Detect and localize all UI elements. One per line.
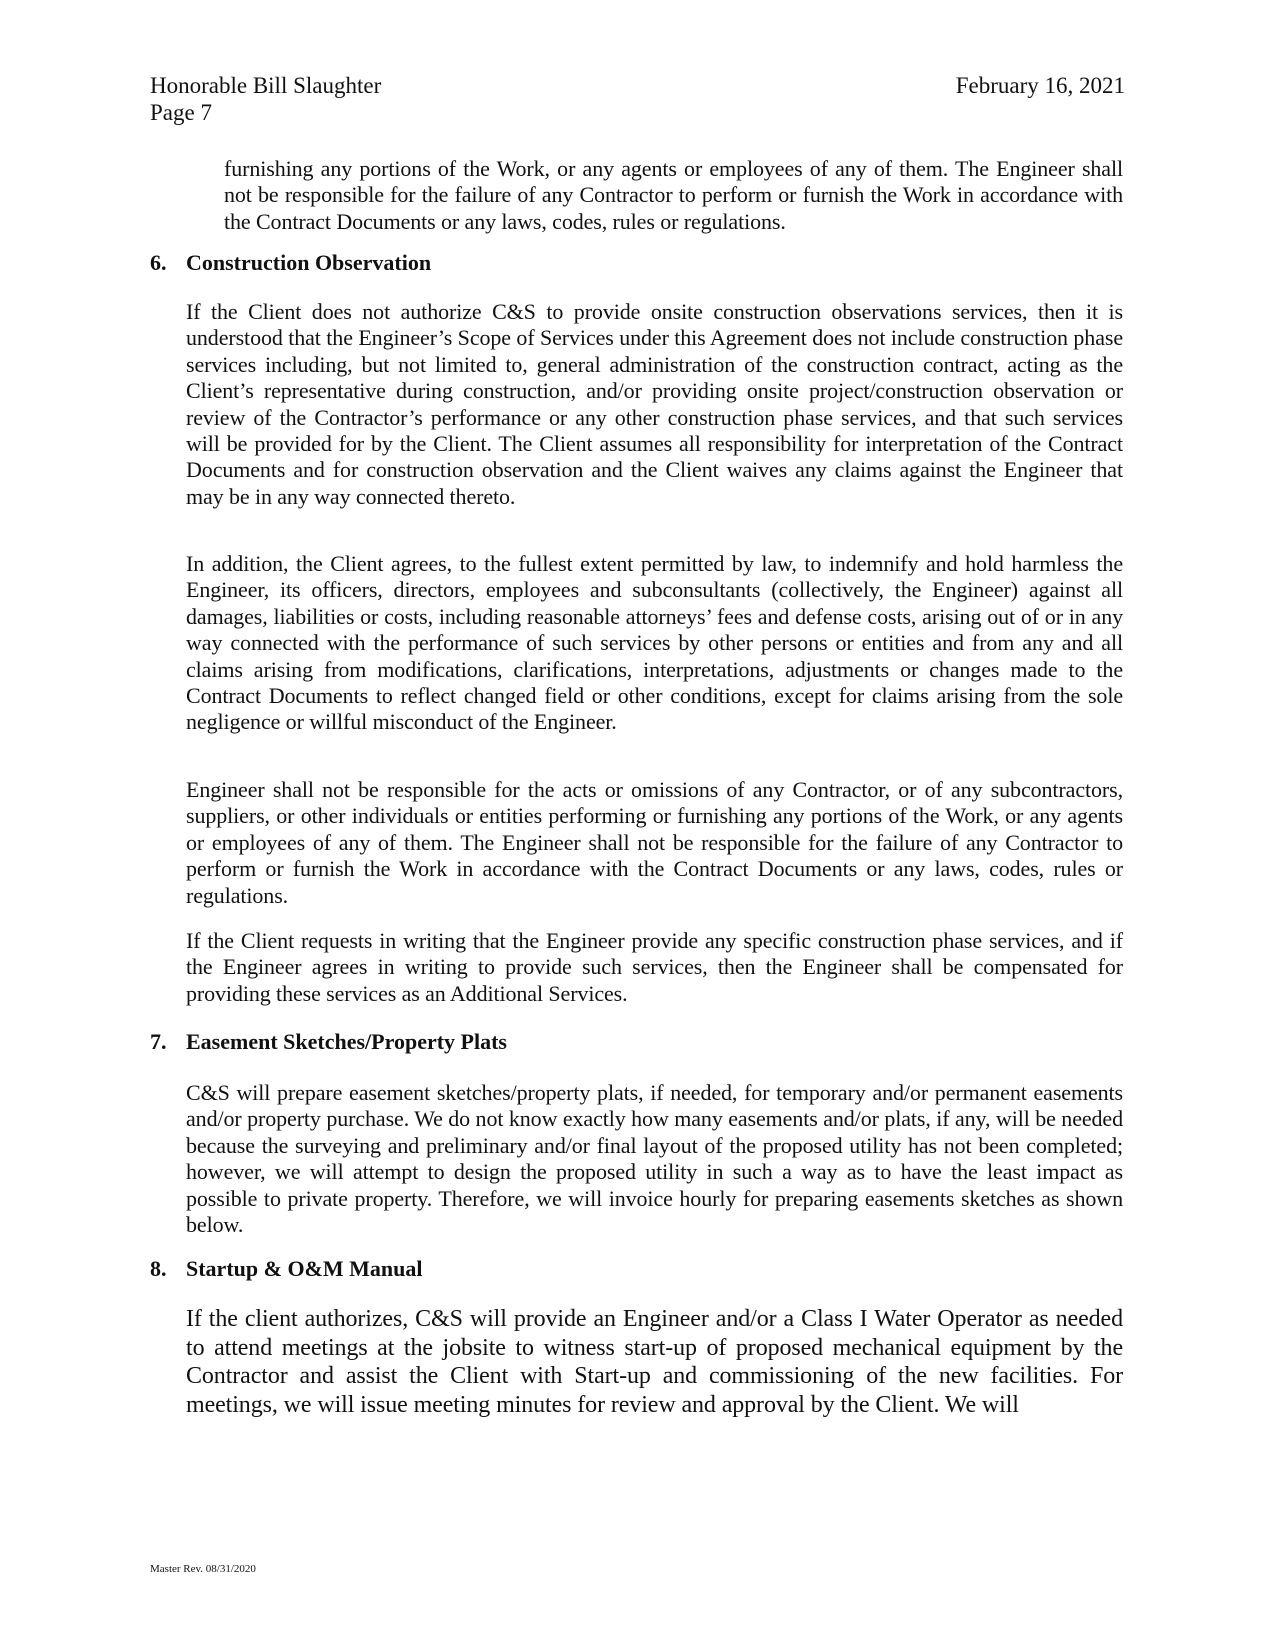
addressee: Honorable Bill Slaughter	[150, 73, 382, 98]
section-heading-construction-observation	[150, 250, 431, 276]
section-paragraph: If the Client does not authorize C&S to provide onsite construction observations services, then it is understood that the Engineer’s Scope of Services under this Agreement does not include construction phase services including, but not limited to, general administration of the construction contract, acting as the Client’s representative during construction, and/or providing onsite project/construction observation or review of the Contractor’s performance or any other construction phase services, and that such services will be provided for by the Client. The Client assumes all responsibility for interpretation of the Contract Documents and for construction observation and the Client waives any claims against the Engineer that may be in any way connected thereto.	[186, 299, 1123, 509]
page-number: Page 7	[150, 100, 212, 125]
continued-paragraph: furnishing any portions of the Work, or any agents or employees of any of them. The Engineer shall not be responsible for the failure of any Contractor to perform or furnish the Work in accordance with the Contract Documents or any laws, codes, rules or regulations.	[224, 156, 1123, 234]
letter-header-left	[150, 72, 381, 126]
section-title: Startup & O&M Manual	[186, 1256, 423, 1281]
section-title: Easement Sketches/Property Plats	[186, 1029, 507, 1054]
section-paragraph: C&S will prepare easement sketches/property plats, if needed, for temporary and/or permanent easements and/or property purchase. We do not know exactly how many easements and/or plats, if any, will be needed because the surveying and preliminary and/or final layout of the proposed utility has not been completed; however, we will attempt to design the proposed utility in such a way as to have the least impact as possible to private property. Therefore, we will invoice hourly for preparing easements sketches as shown below.	[186, 1080, 1123, 1238]
section-number: 8.	[150, 1256, 167, 1281]
section-paragraph: If the Client requests in writing that the Engineer provide any specific construction phase services, and if the Engineer agrees in writing to provide such services, then the Engineer shall be compensated for providing these services as an Additional Services.	[186, 928, 1123, 1006]
section-title: Construction Observation	[186, 250, 432, 275]
section-paragraph: Engineer shall not be responsible for the acts or omissions of any Contractor, or of any subcontractors, suppliers, or other individuals or entities performing or furnishing any portions of the Work, or any agents or employees of any of them. The Engineer shall not be responsible for the failure of any Contractor to perform or furnish the Work in accordance with the Contract Documents or any laws, codes, rules or regulations.	[186, 777, 1123, 908]
section-number: 7.	[150, 1029, 167, 1054]
letter-date: February 16, 2021	[955, 73, 1125, 98]
revision-footer: Master Rev. 08/31/2020	[150, 1563, 256, 1575]
section-paragraph: If the client authorizes, C&S will provide an Engineer and/or a Class I Water Operator as needed to attend meetings at the jobsite to witness start-up of proposed mechanical equipment by the Contractor and assist the Client with Start-up and commissioning of the new facilities. For meetings, we will issue meeting minutes for review and approval by the Client. We will	[186, 1306, 1123, 1418]
section-heading-startup-om-manual	[150, 1256, 423, 1282]
section-heading-easement-sketches	[150, 1029, 507, 1055]
section-paragraph: In addition, the Client agrees, to the fullest extent permitted by law, to indemnify and hold harmless the Engineer, its officers, directors, employees and subconsultants (collectively, the Engineer) against all damages, liabilities or costs, including reasonable attorneys’ fees and defense costs, arising out of or in any way connected with the performance of such services by other persons or entities and from any and all claims arising from modifications, clarifications, interpretations, adjustments or changes made to the Contract Documents to reflect changed field or other conditions, except for claims arising from the sole negligence or willful misconduct of the Engineer.	[186, 551, 1123, 735]
section-number: 6.	[150, 250, 167, 275]
